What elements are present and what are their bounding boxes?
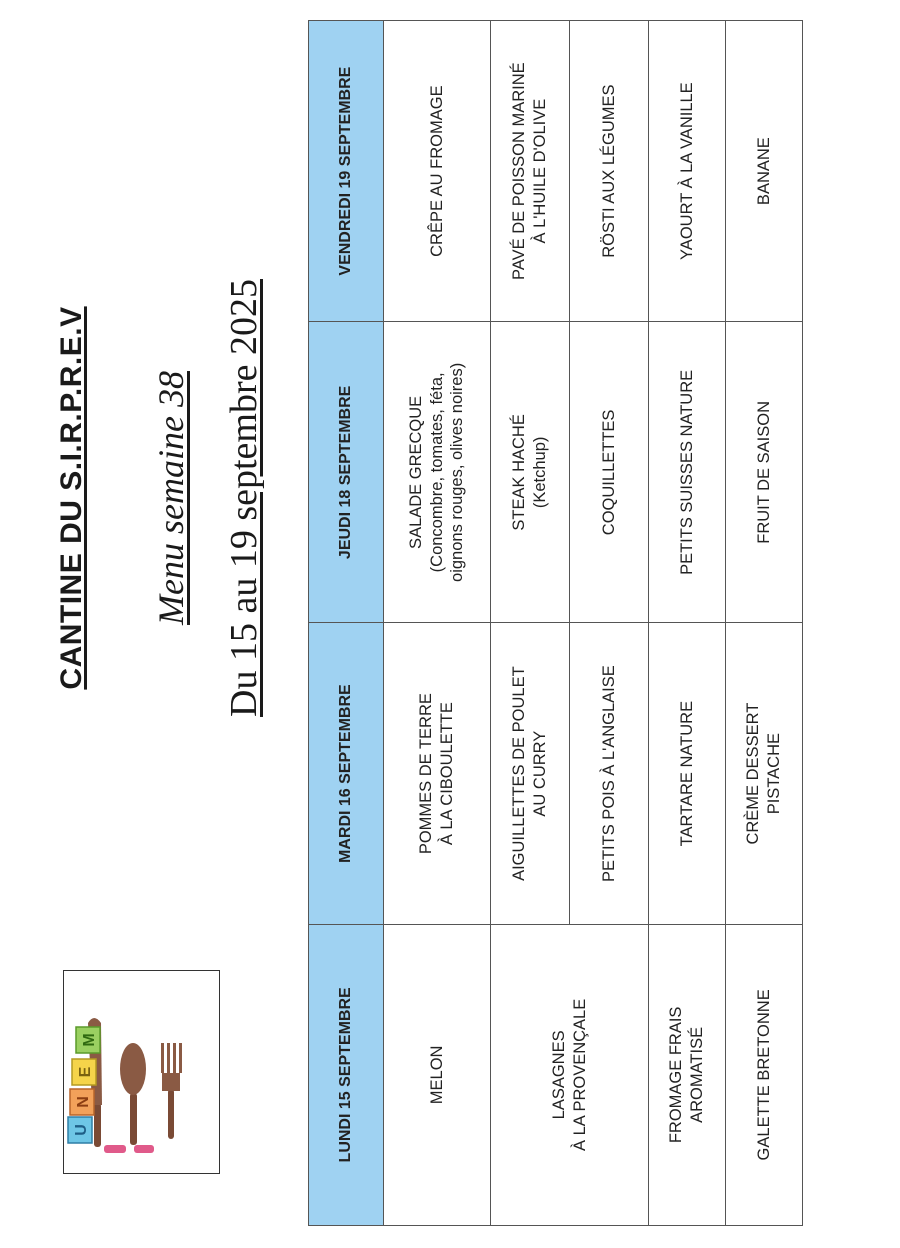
cell-main-tuesday xyxy=(491,623,570,924)
cell-starter-monday: MELON xyxy=(384,924,491,1225)
menu-blocks xyxy=(68,1027,154,1153)
cell-line: À LA PROVENÇALE xyxy=(570,998,589,1151)
logo-letter-m: M xyxy=(81,1033,98,1047)
date-range xyxy=(222,48,266,948)
cell-side-tuesday: PETITS POIS À L'ANGLAISE xyxy=(570,623,649,924)
logo-letter-e: E xyxy=(77,1066,94,1078)
day-header-tuesday: MARDI 16 SEPTEMBRE xyxy=(309,623,384,924)
cell-line: PAVÉ DE POISSON MARINÉ xyxy=(510,62,529,280)
logo-letter-n: N xyxy=(75,1096,92,1108)
week-title xyxy=(150,48,192,948)
cell-line: CRÈME DESSERT xyxy=(744,702,763,845)
cell-side-friday: RÖSTI AUX LÉGUMES xyxy=(570,21,649,322)
cell-line: oignons rouges, olives noires) xyxy=(448,362,467,582)
table-row-dessert xyxy=(726,21,803,1226)
menu-logo xyxy=(63,970,220,1174)
cell-starter-tuesday xyxy=(384,623,491,924)
cell-line: AIGUILLETTES DE POULET xyxy=(510,666,529,881)
cell-main-friday xyxy=(491,21,570,322)
cell-line: FROMAGE FRAIS xyxy=(667,1006,686,1144)
table-header-row xyxy=(309,21,384,1226)
canteen-name: CANTINE DU S.I.R.P.R.E.V xyxy=(55,306,88,690)
cell-dessert-friday: BANANE xyxy=(726,21,803,322)
spoon-icon xyxy=(120,1043,146,1145)
cell-dessert-thursday: FRUIT DE SAISON xyxy=(726,322,803,623)
cell-line: (Ketchup) xyxy=(531,436,549,509)
cell-line: POMMES DE TERRE xyxy=(417,693,436,855)
cell-starter-friday: CRÊPE AU FROMAGE xyxy=(384,21,491,322)
cell-dairy-tuesday: TARTARE NATURE xyxy=(649,623,726,924)
cell-dairy-friday: YAOURT À LA VANILLE xyxy=(649,21,726,322)
cell-dairy-thursday: PETITS SUISSES NATURE xyxy=(649,322,726,623)
cell-line: LASAGNES xyxy=(549,1030,568,1120)
cell-line: SALADE GRECQUE xyxy=(407,395,426,549)
table-row-dairy xyxy=(649,21,726,1226)
cell-main-thursday xyxy=(491,322,570,623)
table-row-main xyxy=(491,21,570,1226)
cell-line: AU CURRY xyxy=(531,730,549,817)
cell-starter-thursday xyxy=(384,322,491,623)
cell-line: STEAK HACHÉ xyxy=(510,414,529,531)
day-header-thursday: JEUDI 18 SEPTEMBRE xyxy=(309,322,384,623)
page-title xyxy=(55,48,89,948)
table-row-starter xyxy=(384,21,491,1226)
day-header-friday: VENDREDI 19 SEPTEMBRE xyxy=(309,21,384,322)
fork-icon xyxy=(161,1043,182,1139)
menu-table xyxy=(308,20,803,1226)
cell-main-monday xyxy=(491,924,649,1225)
cell-line: (Concombre, tomates, féta, xyxy=(427,372,446,573)
cell-line: À L'HUILE D'OLIVE xyxy=(531,98,549,244)
date-range-label: Du 15 au 19 septembre 2025 xyxy=(223,279,265,717)
cell-dessert-monday: GALETTE BRETONNE xyxy=(726,924,803,1225)
cell-side-thursday: COQUILLETTES xyxy=(570,322,649,623)
cell-dairy-monday xyxy=(649,924,726,1225)
day-header-monday: LUNDI 15 SEPTEMBRE xyxy=(309,924,384,1225)
cell-line: AROMATISÉ xyxy=(688,1026,706,1123)
cell-line: PISTACHE xyxy=(765,732,783,815)
logo-letter-u: U xyxy=(73,1124,90,1136)
week-label: Menu semaine 38 xyxy=(151,371,191,625)
cell-dessert-tuesday xyxy=(726,623,803,924)
cell-line: À LA CIBOULETTE xyxy=(438,702,456,846)
